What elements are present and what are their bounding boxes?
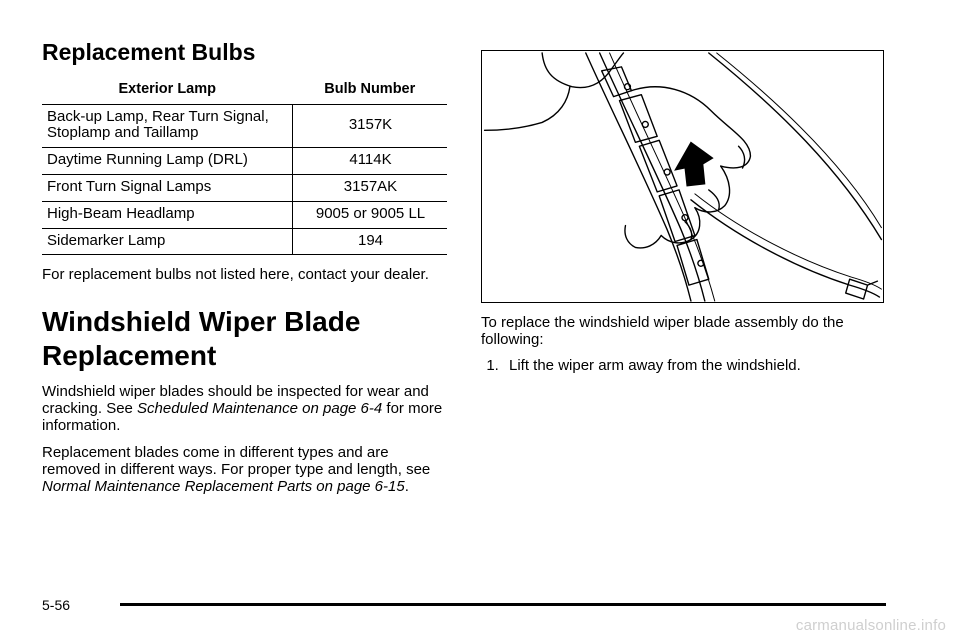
lamp-cell: Sidemarker Lamp (42, 228, 293, 255)
bulb-table (42, 76, 447, 255)
footer-rule (120, 603, 886, 606)
replacement-parts-link[interactable]: Normal Maintenance Replacement Parts on page 6-15 (42, 478, 405, 496)
bulb-cell: 3157AK (293, 174, 448, 201)
direction-arrow-icon (675, 142, 713, 186)
section-title: Replacement Bulbs (42, 39, 256, 65)
bulb-cell: 9005 or 9005 LL (293, 201, 448, 228)
right-column (481, 50, 886, 374)
lamp-cell: Back-up Lamp, Rear Turn Signal, Stoplamp and Taillamp (42, 104, 293, 148)
table-header-row (42, 76, 447, 104)
table-row (42, 104, 447, 148)
table-row (42, 228, 447, 255)
instruction-text: To replace the windshield wiper blade assembly do the following: (481, 314, 844, 348)
bulb-cell: 194 (293, 228, 448, 255)
lamp-cell: Daytime Running Lamp (DRL) (42, 148, 293, 175)
replacement-text: Replacement blades come in different types and are removed in different ways. For proper type and length, see (42, 444, 431, 479)
replacement-text-end: . (404, 478, 409, 496)
table-row (42, 148, 447, 175)
lamp-cell: High-Beam Headlamp (42, 201, 293, 228)
page-number: 5-56 (42, 597, 71, 613)
replacement-paragraph (42, 444, 447, 495)
lamp-cell: Front Turn Signal Lamps (42, 174, 293, 201)
table-row (42, 174, 447, 201)
column-header-bulb: Bulb Number (293, 76, 448, 104)
step-item: 1. Lift the wiper arm away from the windshield. (503, 357, 886, 374)
wiper-heading: Windshield Wiper Blade Replacement (42, 306, 361, 372)
bulb-cell: 4114K (293, 148, 448, 175)
inspection-paragraph (42, 383, 447, 434)
scheduled-maintenance-link[interactable]: Scheduled Maintenance on page 6-4 (137, 400, 383, 418)
left-column (42, 40, 447, 505)
inspection-text: Windshield wiper blades should be inspected for wear and cracking. See (42, 383, 429, 418)
column-header-lamp: Exterior Lamp (42, 76, 293, 104)
steps-list (481, 357, 886, 374)
bulb-cell: 3157K (293, 104, 448, 148)
dealer-note: For replacement bulbs not listed here, contact your dealer. (42, 266, 429, 284)
wiper-illustration (481, 50, 884, 303)
windshield-edge-line (709, 53, 882, 240)
inspection-text-end: for more information. (42, 400, 443, 435)
table-row (42, 201, 447, 228)
watermark: carmanualsonline.info (795, 617, 946, 634)
